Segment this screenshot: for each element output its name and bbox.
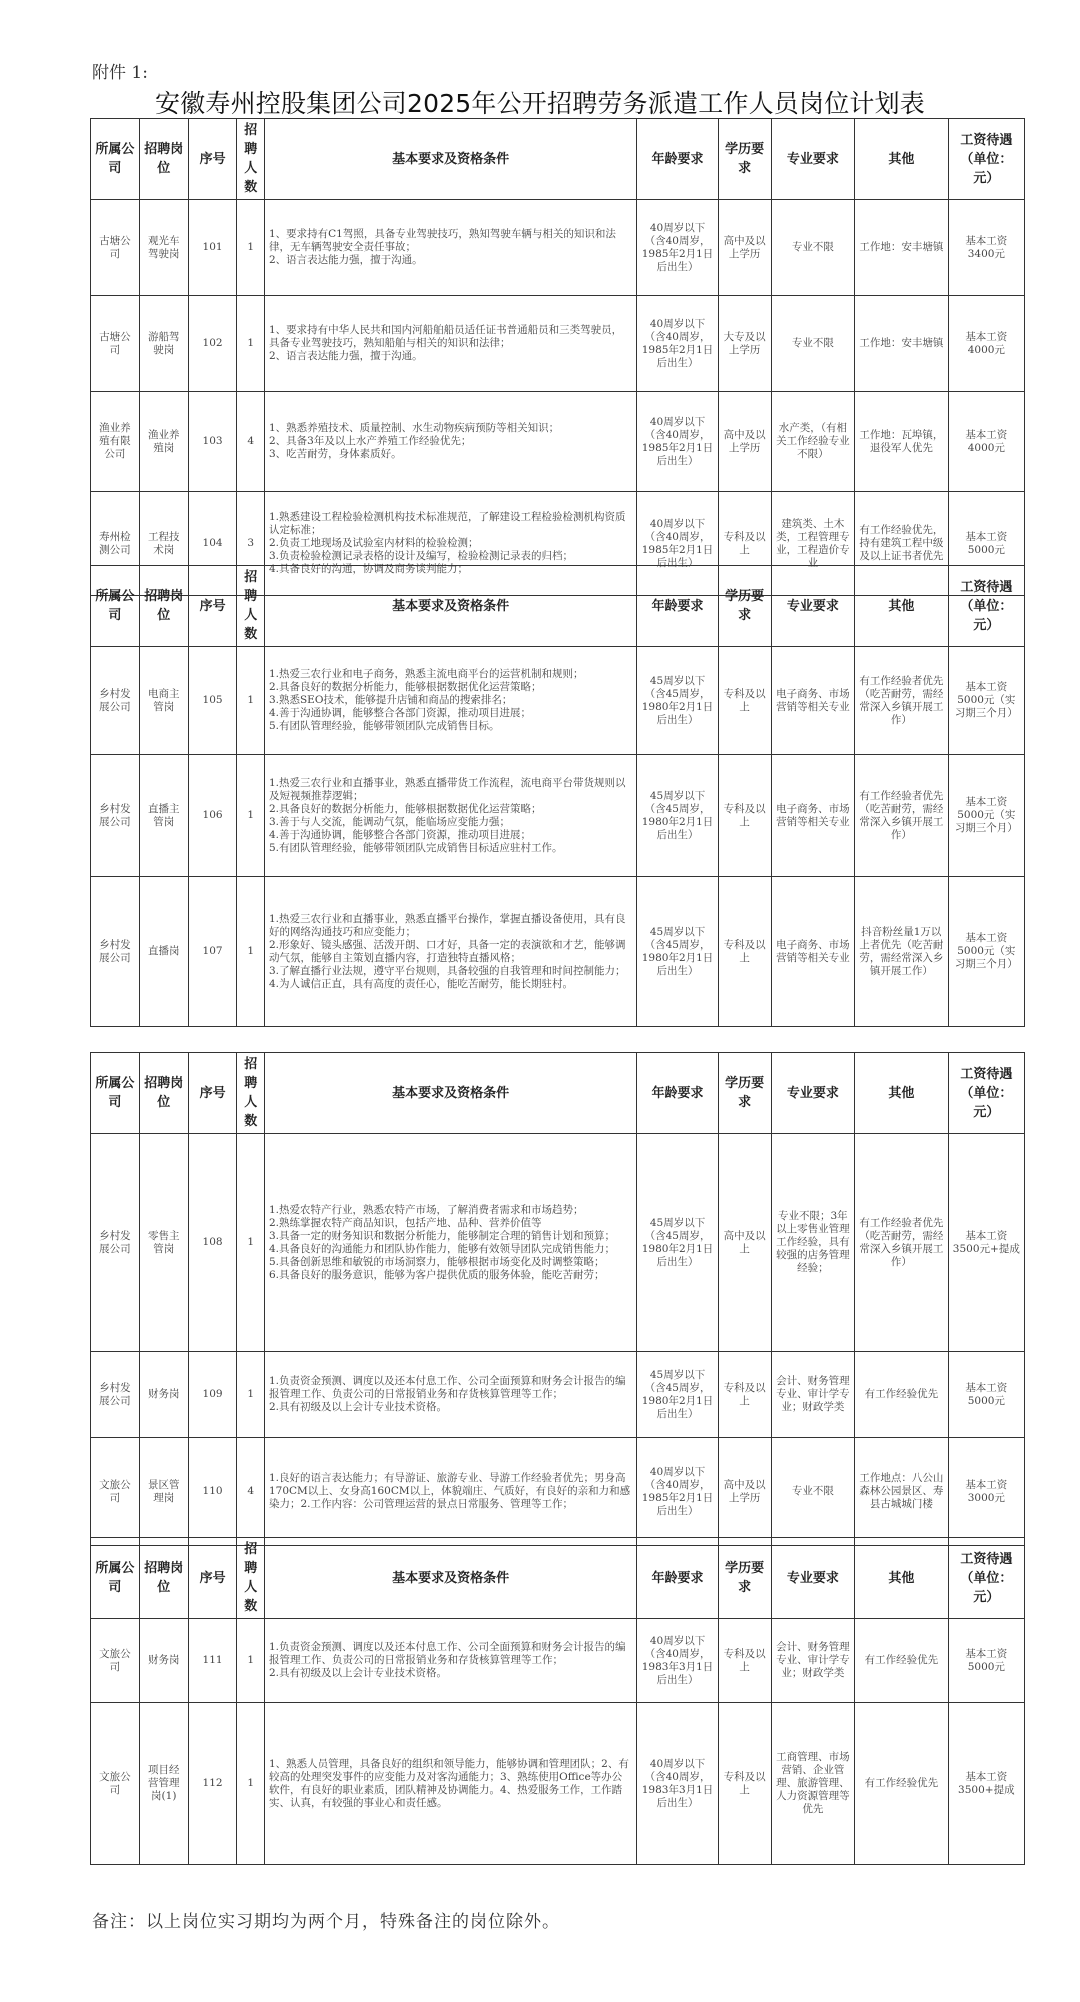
column-header-company: 所属公司	[91, 1538, 140, 1619]
column-header-other: 其他	[855, 1053, 949, 1134]
column-header-post: 招聘岗位	[139, 119, 188, 200]
company-cell: 乡村发展公司	[91, 877, 140, 1027]
requirement-line: 2、语言表达能力强，擅于沟通。	[268, 254, 423, 266]
requirement-line: 2.具有初级及以上会计专业技术资格。	[268, 1401, 447, 1413]
requirement-line: 1.热爱三农行业和直播事业，熟悉直播平台操作，掌握直播设备使用，具有良好的网络沟通技巧和应变能力；	[268, 912, 626, 938]
requirement-line: 2.具备良好的数据分析能力，能够根据数据优化运营策略；	[268, 681, 542, 693]
major-cell: 电子商务、市场营销等相关专业	[771, 877, 854, 1027]
age-cell: 40周岁以下（含40周岁，1985年2月1日后出生）	[637, 492, 718, 596]
age-cell: 40周岁以下（含40周岁，1983年3月1日后出生）	[637, 1619, 718, 1703]
column-header-seq: 序号	[188, 1538, 237, 1619]
count-cell: 4	[237, 392, 264, 492]
column-header-count: 招聘人数	[237, 566, 264, 647]
requirements-cell	[264, 1619, 636, 1703]
post-cell: 直播岗	[139, 877, 188, 1027]
column-header-major: 专业要求	[771, 566, 854, 647]
column-header-salary: 工资待遇（单位：元）	[948, 119, 1024, 200]
seq-cell: 101	[188, 200, 237, 296]
company-cell: 文旅公司	[91, 1438, 140, 1546]
company-cell: 乡村发展公司	[91, 755, 140, 877]
salary-cell: 基本工资5000元（实习期三个月）	[948, 755, 1024, 877]
requirements-cell	[264, 200, 636, 296]
company-cell: 古塘公司	[91, 200, 140, 296]
column-header-salary: 工资待遇（单位：元）	[948, 566, 1024, 647]
other-cell: 有工作经验者优先（吃苦耐劳，需经常深入乡镇开展工作）	[855, 1134, 949, 1352]
education-cell: 专科及以上	[718, 877, 771, 1027]
requirement-line: 1.负责资金预测、调度以及还本付息工作、公司全面预算和财务会计报告的编报管理工作、负责公司的日常报销业务和存货核算管理等工作；	[268, 1641, 626, 1666]
other-cell: 工作地：安丰塘镇	[855, 200, 949, 296]
count-cell: 1	[237, 647, 264, 755]
company-cell: 乡村发展公司	[91, 647, 140, 755]
seq-cell: 108	[188, 1134, 237, 1352]
requirement-line: 3.熟悉SEO技术，能够提升店铺和商品的搜索排名；	[268, 694, 513, 706]
table-row	[91, 296, 1025, 392]
column-header-age: 年龄要求	[637, 1053, 718, 1134]
attachment-label: 附件 1:	[92, 63, 148, 83]
requirement-line: 2.具备良好的数据分析能力，能够根据数据优化运营策略；	[268, 802, 542, 815]
major-cell: 专业不限	[771, 1438, 854, 1546]
column-header-count: 招聘人数	[237, 1053, 264, 1134]
column-header-other: 其他	[855, 566, 949, 647]
salary-cell: 基本工资5000元	[948, 492, 1024, 596]
header-row	[91, 119, 1025, 200]
count-cell: 1	[237, 755, 264, 877]
other-cell: 有工作经验者优先（吃苦耐劳，需经常深入乡镇开展工作）	[855, 647, 949, 755]
salary-cell: 基本工资3500+提成	[948, 1703, 1024, 1865]
education-cell: 高中及以上学历	[718, 1438, 771, 1546]
column-header-seq: 序号	[188, 566, 237, 647]
age-cell: 40周岁以下（含40周岁，1985年2月1日后出生）	[637, 392, 718, 492]
post-cell: 电商主管岗	[139, 647, 188, 755]
column-header-requirements: 基本要求及资格条件	[264, 119, 636, 200]
salary-cell: 基本工资4000元	[948, 296, 1024, 392]
requirement-line: 5.具备创新思维和敏锐的市场洞察力，能够根据市场变化及时调整策略；	[268, 1255, 605, 1268]
requirements-cell	[264, 1352, 636, 1438]
education-cell: 专科及以上	[718, 1703, 771, 1865]
company-cell: 乡村发展公司	[91, 1134, 140, 1352]
table-row	[91, 755, 1025, 877]
requirement-line: 4.为人诚信正直，具有高度的责任心，能吃苦耐劳，能长期驻村。	[268, 977, 573, 990]
requirements-cell	[264, 877, 636, 1027]
count-cell: 1	[237, 1352, 264, 1438]
column-header-post: 招聘岗位	[139, 1053, 188, 1134]
age-cell: 40周岁以下（含40周岁，1985年2月1日后出生）	[637, 200, 718, 296]
post-cell: 观光车驾驶岗	[139, 200, 188, 296]
requirement-line: 1.热爱农特产行业，熟悉农特产市场，了解消费者需求和市场趋势；	[268, 1203, 584, 1216]
requirements-cell	[264, 1438, 636, 1546]
count-cell: 1	[237, 200, 264, 296]
age-cell: 45周岁以下（含45周岁，1980年2月1日后出生）	[637, 1352, 718, 1438]
major-cell: 专业不限	[771, 200, 854, 296]
header-row	[91, 1053, 1025, 1134]
column-header-company: 所属公司	[91, 119, 140, 200]
column-header-education: 学历要求	[718, 119, 771, 200]
company-cell: 渔业养殖有限公司	[91, 392, 140, 492]
column-header-seq: 序号	[188, 119, 237, 200]
post-cell: 工程技术岗	[139, 492, 188, 596]
table-row	[91, 647, 1025, 755]
column-header-major: 专业要求	[771, 1538, 854, 1619]
major-cell: 水产类，（有相关工作经验专业不限）	[771, 392, 854, 492]
table-row	[91, 1438, 1025, 1546]
column-header-major: 专业要求	[771, 1053, 854, 1134]
table-row	[91, 1619, 1025, 1703]
requirements-cell	[264, 647, 636, 755]
education-cell: 专科及以上	[718, 492, 771, 596]
education-cell: 高中及以上学历	[718, 392, 771, 492]
seq-cell: 105	[188, 647, 237, 755]
age-cell: 45周岁以下（含45周岁，1980年2月1日后出生）	[637, 755, 718, 877]
requirement-line: 5.有团队管理经验，能够带领团队完成销售目标。	[268, 720, 500, 732]
column-header-age: 年龄要求	[637, 119, 718, 200]
requirement-line: 3、吃苦耐劳，身体素质好。	[268, 448, 402, 460]
salary-cell: 基本工资5000元	[948, 1619, 1024, 1703]
job-table-2	[90, 565, 1025, 1027]
salary-cell: 基本工资3400元	[948, 200, 1024, 296]
table-row	[91, 392, 1025, 492]
column-header-salary: 工资待遇（单位：元）	[948, 1053, 1024, 1134]
job-table-1	[90, 118, 1025, 596]
salary-cell: 基本工资5000元	[948, 1352, 1024, 1438]
major-cell: 工商管理、市场营销、企业管理、旅游管理、人力资源管理等优先	[771, 1703, 854, 1865]
seq-cell: 109	[188, 1352, 237, 1438]
requirements-cell	[264, 296, 636, 392]
column-header-post: 招聘岗位	[139, 566, 188, 647]
other-cell: 工作地：瓦埠镇，退役军人优先	[855, 392, 949, 492]
seq-cell: 104	[188, 492, 237, 596]
post-cell: 直播主管岗	[139, 755, 188, 877]
requirement-line: 3.负责检验检测记录表格的设计及编写，检验检测记录表的归档；	[268, 550, 573, 562]
requirements-cell	[264, 392, 636, 492]
requirement-line: 2.具有初级及以上会计专业技术资格。	[268, 1667, 447, 1679]
post-cell: 项目经营管理岗(1)	[139, 1703, 188, 1865]
major-cell: 电子商务、市场营销等相关专业	[771, 647, 854, 755]
column-header-requirements: 基本要求及资格条件	[264, 1053, 636, 1134]
requirement-line: 3.善于与人交流，能调动气氛，能临场应变能力强；	[268, 815, 510, 828]
count-cell: 1	[237, 877, 264, 1027]
column-header-requirements: 基本要求及资格条件	[264, 566, 636, 647]
salary-cell: 基本工资5000元（实习期三个月）	[948, 877, 1024, 1027]
count-cell: 3	[237, 492, 264, 596]
requirement-line: 1.熟悉建设工程检验检测机构技术标准规范，了解建设工程检验检测机构资质认定标准；	[268, 511, 626, 536]
other-cell: 有工作经验优先，持有建筑工程中级及以上证书者优先	[855, 492, 949, 596]
education-cell: 专科及以上	[718, 755, 771, 877]
requirement-line: 3.具备一定的财务知识和数据分析能力，能够制定合理的销售计划和预算；	[268, 1229, 615, 1242]
seq-cell: 112	[188, 1703, 237, 1865]
post-cell: 零售主管岗	[139, 1134, 188, 1352]
education-cell: 大专及以上学历	[718, 296, 771, 392]
other-cell: 工作地点：八公山森林公园景区、寿县古城城门楼	[855, 1438, 949, 1546]
seq-cell: 103	[188, 392, 237, 492]
other-cell: 抖音粉丝量1万以上者优先（吃苦耐劳，需经常深入乡镇开展工作）	[855, 877, 949, 1027]
column-header-company: 所属公司	[91, 566, 140, 647]
requirement-line: 1、熟悉养殖技术、质量控制、水生动物疾病预防等相关知识；	[268, 422, 560, 434]
requirement-line: 1.热爱三农行业和电子商务，熟悉主流电商平台的运营机制和规则；	[268, 668, 584, 680]
count-cell: 1	[237, 1134, 264, 1352]
salary-cell: 基本工资5000元（实习期三个月）	[948, 647, 1024, 755]
requirement-line: 1.负责资金预测、调度以及还本付息工作、公司全面预算和财务会计报告的编报管理工作、负责公司的日常报销业务和存货核算管理等工作；	[268, 1375, 626, 1400]
requirement-line: 4.具备良好的沟通能力和团队协作能力，能够有效领导团队完成销售能力；	[268, 1242, 615, 1255]
requirement-line: 2.形象好、镜头感强、活泼开朗、口才好，具备一定的表演欲和才艺，能够调动气氛，能够自主策划直播内容，打造独特直播风格；	[268, 938, 626, 964]
salary-cell: 基本工资3000元	[948, 1438, 1024, 1546]
column-header-company: 所属公司	[91, 1053, 140, 1134]
seq-cell: 106	[188, 755, 237, 877]
requirement-line: 2、具备3年及以上水产养殖工作经验优先；	[268, 435, 472, 447]
requirement-line: 2.负责工地现场及试验室内材料的检验检测；	[268, 537, 479, 549]
post-cell: 渔业养殖岗	[139, 392, 188, 492]
education-cell: 高中及以上	[718, 1134, 771, 1352]
seq-cell: 111	[188, 1619, 237, 1703]
requirement-line: 2、语言表达能力强，擅于沟通。	[268, 350, 423, 362]
column-header-seq: 序号	[188, 1053, 237, 1134]
header-row	[91, 566, 1025, 647]
salary-cell: 基本工资3500元+提成	[948, 1134, 1024, 1352]
post-cell: 财务岗	[139, 1619, 188, 1703]
major-cell: 会计、财务管理专业、审计学专业；财政学类	[771, 1619, 854, 1703]
requirements-cell	[264, 1703, 636, 1865]
major-cell: 专业不限	[771, 296, 854, 392]
other-cell: 有工作经验优先	[855, 1352, 949, 1438]
column-header-post: 招聘岗位	[139, 1538, 188, 1619]
column-header-education: 学历要求	[718, 566, 771, 647]
table-row	[91, 1352, 1025, 1438]
requirement-line: 1.良好的语言表达能力；有导游证、旅游专业、导游工作经验者优先；男身高170CM以上、女身高160CM以上，体貌端庄、气质好，有良好的亲和力和感染力；2.工作内容：公司管理运营的景点日常服务、管理等工作；	[268, 1472, 631, 1510]
column-header-other: 其他	[855, 119, 949, 200]
column-header-education: 学历要求	[718, 1053, 771, 1134]
job-table-4	[90, 1537, 1025, 1865]
major-cell: 电子商务、市场营销等相关专业	[771, 755, 854, 877]
column-header-education: 学历要求	[718, 1538, 771, 1619]
major-cell: 专业不限；3年以上零售业管理工作经验，具有较强的店务管理经验；	[771, 1134, 854, 1352]
column-header-requirements: 基本要求及资格条件	[264, 1538, 636, 1619]
company-cell: 文旅公司	[91, 1619, 140, 1703]
age-cell: 45周岁以下（含45周岁，1980年2月1日后出生）	[637, 877, 718, 1027]
footer-note: 备注：以上岗位实习期均为两个月，特殊备注的岗位除外。	[92, 1912, 560, 1932]
major-cell: 会计、财务管理专业、审计学专业；财政学类	[771, 1352, 854, 1438]
requirement-line: 2.熟练掌握农特产商品知识，包括产地、品种、营养价值等	[268, 1216, 542, 1229]
header-row	[91, 1538, 1025, 1619]
requirement-line: 1、熟悉人员管理，具备良好的组织和领导能力，能够协调和管理团队；2、有较高的处理突发事件的应变能力及对客沟通能力；3、熟练使用Office等办公软件，有良好的职业素质，团队精神及协调能力。4、热爱服务工作，工作踏实、认真，有较强的事业心和责任感。	[268, 1757, 629, 1809]
column-header-other: 其他	[855, 1538, 949, 1619]
post-cell: 景区管理岗	[139, 1438, 188, 1546]
requirement-line: 4.具备良好的沟通，协调及商务谈判能力；	[268, 563, 468, 575]
company-cell: 寿州检测公司	[91, 492, 140, 596]
requirement-line: 1、要求持有C1驾照，具备专业驾驶技巧，熟知驾驶车辆与相关的知识和法律，无车辆驾驶安全责任事故；	[268, 228, 616, 253]
seq-cell: 102	[188, 296, 237, 392]
company-cell: 乡村发展公司	[91, 1352, 140, 1438]
company-cell: 古塘公司	[91, 296, 140, 392]
requirement-line: 1、要求持有中华人民共和国内河船舶船员适任证书普通船员和三类驾驶员，具备专业驾驶技巧，熟知船舶与相关的知识和法律；	[268, 324, 623, 349]
other-cell: 有工作经验优先	[855, 1703, 949, 1865]
table-row	[91, 1134, 1025, 1352]
requirements-cell	[264, 1134, 636, 1352]
age-cell: 40周岁以下（含40周岁，1985年2月1日后出生）	[637, 296, 718, 392]
column-header-count: 招聘人数	[237, 119, 264, 200]
requirement-line: 3.了解直播行业法规，遵守平台规则，具备较强的自我管理和时间控制能力；	[268, 964, 626, 977]
count-cell: 1	[237, 1703, 264, 1865]
column-header-salary: 工资待遇（单位：元）	[948, 1538, 1024, 1619]
age-cell: 45周岁以下（含45周岁，1980年2月1日后出生）	[637, 1134, 718, 1352]
education-cell: 高中及以上学历	[718, 200, 771, 296]
post-cell: 游船驾驶岗	[139, 296, 188, 392]
other-cell: 有工作经验者优先（吃苦耐劳，需经常深入乡镇开展工作）	[855, 755, 949, 877]
requirement-line: 4.善于沟通协调，能够整合各部门资源，推动项目进展；	[268, 828, 531, 841]
count-cell: 1	[237, 1619, 264, 1703]
education-cell: 专科及以上	[718, 647, 771, 755]
job-table-3	[90, 1052, 1025, 1546]
document-title: 安徽寿州控股集团公司2025年公开招聘劳务派遣工作人员岗位计划表	[154, 89, 926, 118]
salary-cell: 基本工资4000元	[948, 392, 1024, 492]
count-cell: 4	[237, 1438, 264, 1546]
table-row	[91, 1703, 1025, 1865]
table-row	[91, 200, 1025, 296]
other-cell: 有工作经验优先	[855, 1619, 949, 1703]
age-cell: 40周岁以下（含40周岁，1985年2月1日后出生）	[637, 1438, 718, 1546]
education-cell: 专科及以上	[718, 1619, 771, 1703]
requirement-line: 1.热爱三农行业和直播事业，熟悉直播带货工作流程，流电商平台带货规则以及短视频推荐逻辑；	[268, 776, 626, 802]
column-header-count: 招聘人数	[237, 1538, 264, 1619]
column-header-age: 年龄要求	[637, 1538, 718, 1619]
requirements-cell	[264, 755, 636, 877]
column-header-major: 专业要求	[771, 119, 854, 200]
company-cell: 文旅公司	[91, 1703, 140, 1865]
education-cell: 专科及以上	[718, 1352, 771, 1438]
major-cell: 建筑类、土木类，工程管理专业，工程造价专业	[771, 492, 854, 596]
seq-cell: 110	[188, 1438, 237, 1546]
other-cell: 工作地：安丰塘镇	[855, 296, 949, 392]
requirement-line: 4.善于沟通协调，能够整合各部门资源，推动项目进展；	[268, 707, 531, 719]
post-cell: 财务岗	[139, 1352, 188, 1438]
requirement-line: 6.具备良好的服务意识，能够为客户提供优质的服务体验，能吃苦耐劳；	[268, 1268, 605, 1281]
seq-cell: 107	[188, 877, 237, 1027]
age-cell: 45周岁以下（含45周岁，1980年2月1日后出生）	[637, 647, 718, 755]
age-cell: 40周岁以下（含40周岁，1983年3月1日后出生）	[637, 1703, 718, 1865]
table-row	[91, 877, 1025, 1027]
count-cell: 1	[237, 296, 264, 392]
column-header-age: 年龄要求	[637, 566, 718, 647]
requirement-line: 5.有团队管理经验，能够带领团队完成销售目标适应驻村工作。	[268, 841, 563, 854]
